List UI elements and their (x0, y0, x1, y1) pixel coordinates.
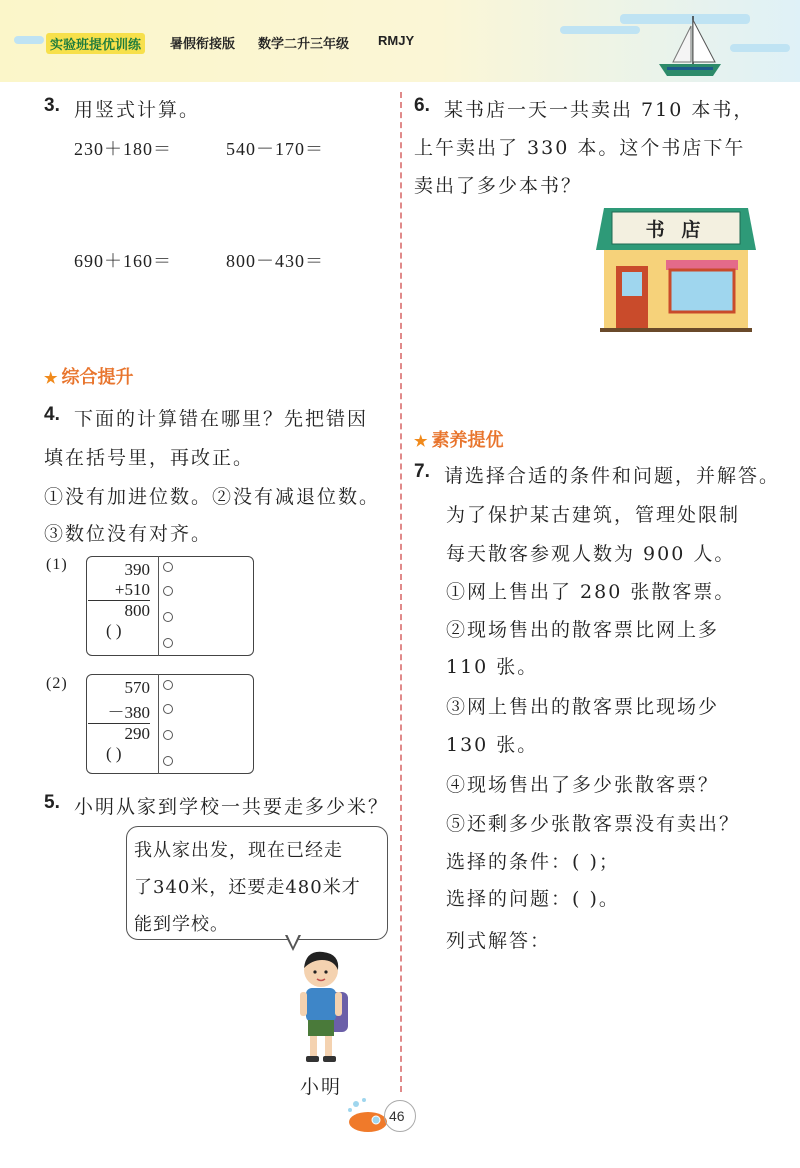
notebook-rings (163, 678, 173, 770)
question-number: 4. (44, 404, 60, 425)
star-icon: ★ (414, 433, 428, 450)
condition-item: 110 张。 (446, 656, 539, 678)
question-choice-blank: 选择的问题：( )。 (446, 888, 620, 910)
question-text: 每天散客参观人数为 900 人。 (446, 543, 736, 565)
section-heading (44, 363, 133, 389)
speech-bubble-tail (287, 934, 299, 947)
calc-expression: 690＋160＝ (74, 251, 172, 271)
calc-operand: +510 (114, 580, 150, 599)
calc-top: 390 (124, 560, 150, 579)
condition-item: ②现场售出的散客票比网上多 (446, 619, 720, 641)
calc-result: 800 (88, 600, 150, 621)
page-number: 46 (389, 1108, 405, 1124)
edition-label: 暑假衔接版 (170, 36, 236, 51)
boy-illustration (290, 948, 360, 1072)
question-number: 3. (44, 95, 60, 116)
question-text: 为了保护某古建筑，管理处限制 (446, 504, 741, 526)
ring-icon (163, 680, 173, 690)
subject-label: 数学二升三年级 (258, 36, 350, 51)
answer-label: 列式解答： (446, 930, 552, 952)
ring-icon (163, 586, 173, 596)
calc-result: 290 (88, 723, 150, 744)
store-sign: 书 店 (645, 220, 707, 241)
vertical-calc (88, 560, 150, 641)
calc-expression: 800－430＝ (226, 251, 324, 271)
question-item: ⑤还剩多少张散客票没有卖出？ (446, 813, 741, 835)
column-divider (400, 92, 402, 1092)
header-deco-bar (14, 36, 44, 44)
reason-blank: ( ) (106, 621, 122, 640)
question-text: ①没有加进位数。②没有减退位数。 (44, 486, 381, 508)
question-text: 下面的计算错在哪里？先把错因 (74, 408, 369, 430)
ring-icon (163, 704, 173, 714)
notebook-rings (163, 560, 173, 652)
calc-top: 570 (124, 678, 150, 697)
condition-item: 130 张。 (446, 734, 539, 756)
speech-text: 能到学校。 (134, 914, 229, 935)
calc-expression: 230＋180＝ (74, 139, 172, 159)
section-title: 素养提优 (431, 430, 504, 450)
calc-expression: 540－170＝ (226, 139, 324, 159)
question-number: 7. (414, 461, 430, 482)
section-heading (414, 426, 503, 452)
question-prompt: 小明从家到学校一共要走多少米？ (74, 796, 390, 818)
subquestion-label: (2) (46, 675, 68, 692)
condition-choice-blank: 选择的条件：( )； (446, 851, 620, 873)
reason-blank: ( ) (106, 744, 122, 763)
question-number: 6. (414, 95, 430, 116)
question-text: 请选择合适的条件和问题，并解答。 (444, 465, 781, 487)
calc-operand: －380 (107, 703, 150, 722)
condition-item: ①网上售出了 280 张散客票。 (446, 581, 736, 603)
ring-icon (163, 756, 173, 766)
ring-icon (163, 730, 173, 740)
speech-text: 我从家出发，现在已经走 (134, 840, 343, 861)
notebook-spine (158, 674, 159, 774)
condition-item: ③网上售出的散客票比现场少 (446, 696, 720, 718)
vertical-calc (88, 678, 150, 764)
character-name: 小明 (300, 1076, 343, 1098)
notebook-spine (158, 556, 159, 656)
question-prompt: 用竖式计算。 (74, 99, 201, 121)
question-text: 填在括号里，再改正。 (44, 447, 255, 469)
ring-icon (163, 612, 173, 622)
star-icon: ★ (44, 370, 58, 387)
question-text: 上午卖出了 330 本。这个书店下午 (414, 137, 746, 159)
question-text: ③数位没有对齐。 (44, 523, 213, 545)
subquestion-label: (1) (46, 556, 68, 573)
sailboat-icon (655, 14, 725, 78)
ring-icon (163, 562, 173, 572)
question-text: 卖出了多少本书？ (414, 175, 583, 197)
series-title: 实验班提优训练 (46, 33, 145, 54)
speech-text: 了340米，还要走480米才 (134, 877, 361, 898)
section-title: 综合提升 (61, 367, 134, 387)
header-deco-bar (560, 26, 640, 34)
ring-icon (163, 638, 173, 648)
header-deco-bar (730, 44, 790, 52)
question-item: ④现场售出了多少张散客票？ (446, 774, 720, 796)
question-text: 某书店一天一共卖出 710 本书， (444, 99, 755, 121)
question-number: 5. (44, 792, 60, 813)
publisher-label: RMJY (378, 33, 415, 48)
